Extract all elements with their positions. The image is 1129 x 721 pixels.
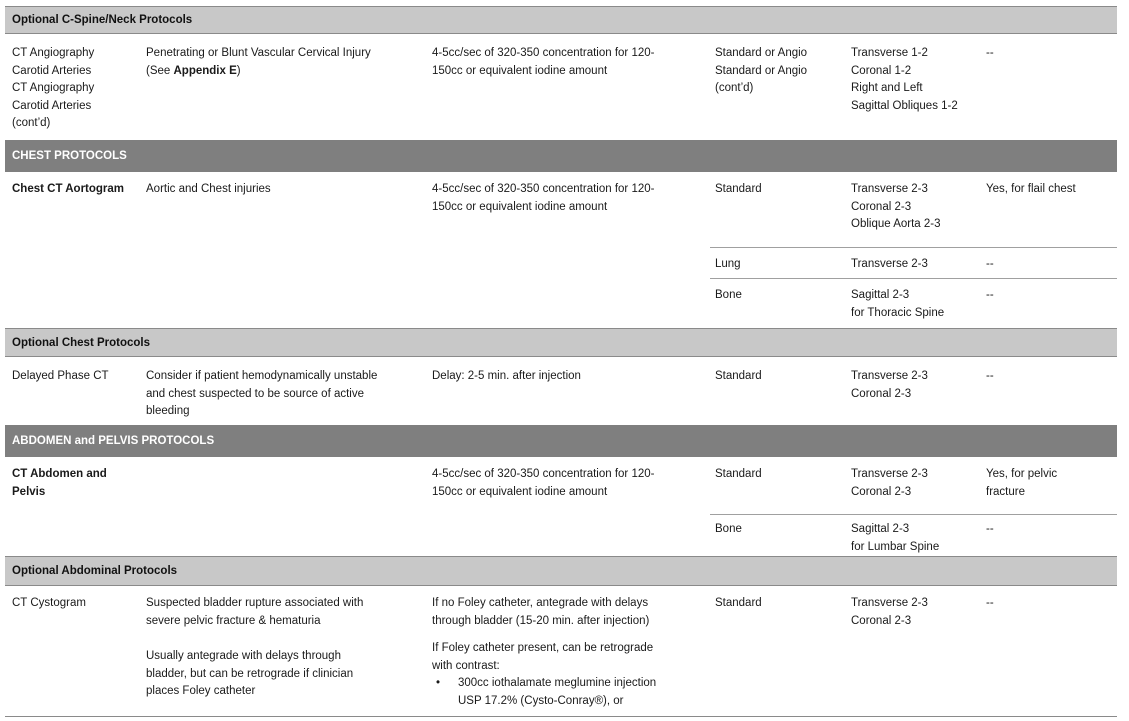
row-divider: [710, 514, 1117, 515]
table-row-chest-ct-aortogram: [5, 172, 1117, 328]
indication: Penetrating or Blunt Vascular Cervical Injury (See Appendix E): [146, 47, 371, 77]
algorithm: Lung: [715, 258, 741, 270]
table-bottom-border: [5, 716, 1117, 717]
appendix-reference: Appendix E: [173, 64, 237, 77]
protocol-name: Delayed Phase CT: [12, 370, 109, 382]
algorithm: Bone: [715, 289, 742, 301]
section-title: ABDOMEN and PELVIS PROTOCOLS: [12, 435, 215, 447]
reconstructions: Transverse 2-3 Coronal 2-3: [851, 597, 928, 627]
additional: --: [986, 597, 994, 609]
contrast: Delay: 2-5 min. after injection: [432, 370, 581, 382]
contrast: If no Foley catheter, antegrade with delays through bladder (15-20 min. after injection): [432, 597, 650, 627]
contrast: 4-5cc/sec of 320-350 concentration for 120- 150cc or equivalent iodine amount: [432, 47, 655, 77]
algorithm: Bone: [715, 523, 742, 535]
algorithm: Standard: [715, 370, 762, 382]
table-row-ct-cystogram: [5, 586, 1117, 716]
table-row-delayed-phase-ct: [5, 357, 1117, 425]
row-divider: [710, 278, 1117, 279]
indication-note: Usually antegrade with delays through bladder, but can be retrograde if clinician places Foley catheter: [146, 650, 354, 697]
additional: --: [986, 523, 994, 535]
section-header-optional-chest: [5, 328, 1117, 357]
reconstructions: Sagittal 2-3 for Thoracic Spine: [851, 289, 945, 319]
contrast: 4-5cc/sec of 320-350 concentration for 120- 150cc or equivalent iodine amount: [432, 183, 655, 213]
algorithm: Standard: [715, 468, 762, 480]
protocol-name: Chest CT Aortogram: [12, 183, 125, 195]
indication: Consider if patient hemodynamically unstable and chest suspected to be source of active bleeding: [146, 370, 378, 417]
section-header-optional-abdominal: [5, 556, 1117, 586]
section-title: Optional Chest Protocols: [12, 336, 151, 349]
reconstructions: Transverse 2-3 Coronal 2-3: [851, 370, 928, 400]
indication: Suspected bladder rupture associated with severe pelvic fracture & hematuria: [146, 597, 364, 627]
section-title: Optional C-Spine/Neck Protocols: [12, 14, 193, 26]
table-row-ct-angiography: [5, 34, 1117, 140]
section-header-cspine: [5, 6, 1117, 34]
algorithm: Standard: [715, 597, 762, 609]
algorithm: Standard: [715, 183, 762, 195]
section-header-chest: [5, 140, 1117, 172]
reconstructions: Transverse 2-3 Coronal 2-3 Oblique Aorta 2-3: [851, 183, 941, 230]
reconstructions: Transverse 1-2 Coronal 1-2 Right and Left Sagittal Obliques 1-2: [851, 47, 958, 112]
section-title: CHEST PROTOCOLS: [12, 150, 127, 162]
additional: Yes, for flail chest: [986, 183, 1076, 195]
section-title: Optional Abdominal Protocols: [12, 565, 178, 577]
indication: Aortic and Chest injuries: [146, 183, 271, 195]
protocol-name: CT Cystogram: [12, 597, 86, 609]
contrast: 4-5cc/sec of 320-350 concentration for 120- 150cc or equivalent iodine amount: [432, 468, 655, 498]
additional: --: [986, 47, 994, 59]
contrast-retrograde: If Foley catheter present, can be retrograde with contrast: • 300cc iothalamate meglumine injection USP 17.2% (Cysto-Conray®), or: [432, 640, 712, 710]
reconstructions: Transverse 2-3 Coronal 2-3: [851, 468, 928, 498]
protocol-name: CT Abdomen and Pelvis: [12, 468, 107, 498]
additional: --: [986, 258, 994, 270]
row-divider: [710, 247, 1117, 248]
reconstructions: Transverse 2-3: [851, 258, 928, 270]
reconstructions: Sagittal 2-3 for Lumbar Spine: [851, 523, 940, 553]
additional: --: [986, 289, 994, 301]
additional: Yes, for pelvic fracture: [986, 468, 1058, 498]
algorithm: Standard or Angio Standard or Angio (cont’d): [715, 47, 808, 94]
protocol-name: CT Angiography Carotid Arteries CT Angiography Carotid Arteries (cont’d): [12, 47, 95, 129]
table-row-ct-abdomen-pelvis: [5, 457, 1117, 556]
section-header-abdomen-pelvis: [5, 425, 1117, 457]
list-item: • 300cc iothalamate meglumine injection USP 17.2% (Cysto-Conray®), or: [432, 675, 712, 710]
additional: --: [986, 370, 994, 382]
